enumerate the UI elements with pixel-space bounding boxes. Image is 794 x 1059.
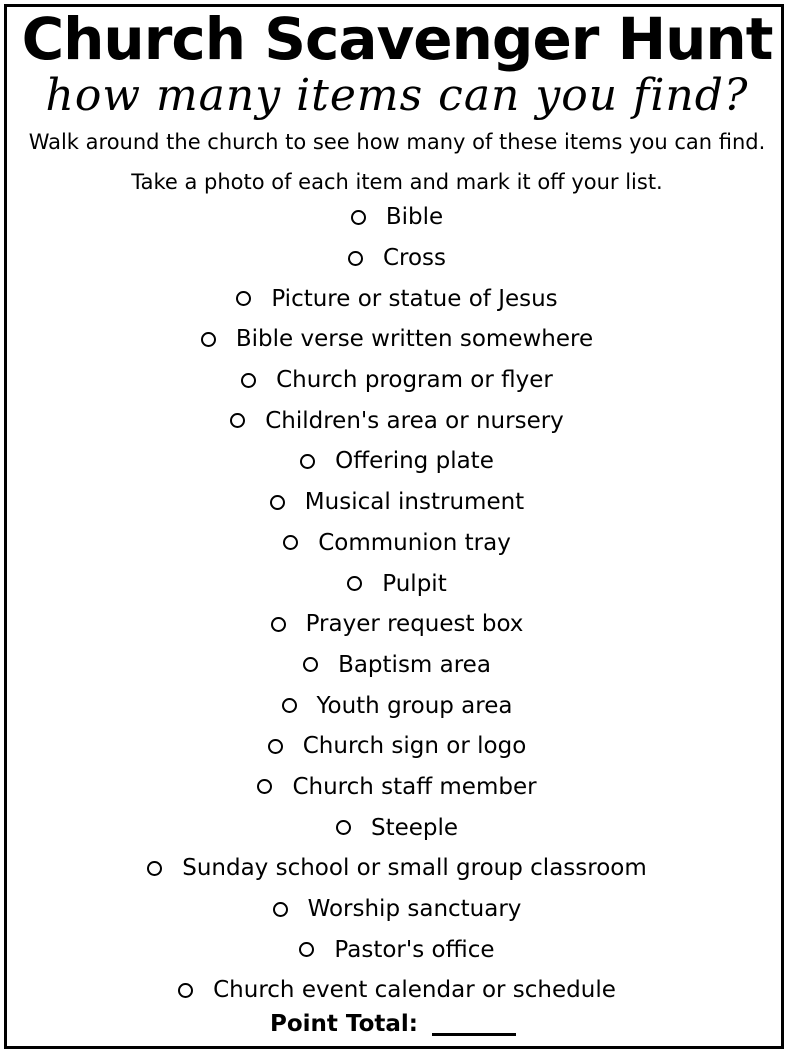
point-total	[0, 1008, 794, 1040]
checklist-item	[0, 278, 794, 319]
checklist-item-label: Bible verse written somewhere	[235, 326, 594, 353]
checklist-item-label: Picture or statue of Jesus	[271, 285, 558, 312]
checkbox-circle-icon	[236, 291, 251, 306]
checklist-item-label: Church sign or logo	[302, 733, 527, 760]
checkbox-circle-icon	[268, 739, 283, 754]
checkbox-circle-icon	[282, 698, 297, 713]
checklist-item-label: Church event calendar or schedule	[213, 977, 616, 1004]
checkbox-circle-icon	[347, 576, 362, 591]
checklist-item	[0, 726, 794, 767]
checklist-item-label: Offering plate	[335, 448, 494, 475]
checklist-item-label: Communion tray	[318, 529, 511, 556]
checkbox-circle-icon	[271, 617, 286, 632]
checkbox-circle-icon	[351, 210, 366, 225]
checklist-item	[0, 319, 794, 360]
checklist-item-label: Bible	[385, 204, 444, 231]
page-title: Church Scavenger Hunt	[21, 5, 773, 73]
checklist-item	[0, 970, 794, 1011]
checklist-item	[0, 807, 794, 848]
checkbox-circle-icon	[178, 983, 193, 998]
checkbox-circle-icon	[273, 902, 288, 917]
checklist-item-label: Church program or flyer	[276, 367, 553, 394]
checkbox-circle-icon	[147, 861, 162, 876]
point-total-label: Point Total:	[270, 1011, 418, 1037]
checklist-item-label: Youth group area	[316, 692, 513, 719]
checklist-item-label: Children's area or nursery	[265, 407, 564, 434]
checkbox-circle-icon	[270, 495, 285, 510]
checkbox-circle-icon	[299, 942, 314, 957]
checkbox-circle-icon	[336, 820, 351, 835]
checklist-item	[0, 482, 794, 523]
checklist-item	[0, 767, 794, 808]
checkbox-circle-icon	[303, 657, 318, 672]
checklist-item-label: Steeple	[370, 814, 459, 841]
scavenger-checklist	[0, 197, 794, 1011]
checklist-item-label: Pulpit	[382, 570, 447, 597]
checkbox-circle-icon	[241, 373, 256, 388]
checkbox-circle-icon	[300, 454, 315, 469]
checklist-item	[0, 604, 794, 645]
checklist-item	[0, 889, 794, 930]
checklist-item	[0, 929, 794, 970]
checkbox-circle-icon	[283, 535, 298, 550]
checkbox-circle-icon	[257, 779, 272, 794]
point-total-blank-line	[432, 1033, 516, 1036]
checklist-item-label: Prayer request box	[305, 611, 524, 638]
checklist-item	[0, 645, 794, 686]
checklist-item	[0, 523, 794, 564]
checklist-item-label: Musical instrument	[304, 489, 525, 516]
checklist-item-label: Church staff member	[292, 773, 537, 800]
checklist-item	[0, 197, 794, 238]
checkbox-circle-icon	[348, 251, 363, 266]
checklist-item-label: Pastor's office	[334, 936, 495, 963]
checklist-item	[0, 848, 794, 889]
instruction-line-1: Walk around the church to see how many of these items you can find.	[28, 130, 766, 154]
checklist-item-label: Worship sanctuary	[307, 896, 522, 923]
checklist-item-label: Cross	[382, 245, 447, 272]
checklist-item	[0, 441, 794, 482]
page-subtitle: how many items can you find?	[45, 70, 749, 121]
checklist-item	[0, 400, 794, 441]
instruction-line-2: Take a photo of each item and mark it off your list.	[131, 170, 663, 194]
checklist-item	[0, 685, 794, 726]
checkbox-circle-icon	[230, 413, 245, 428]
checklist-item	[0, 563, 794, 604]
checklist-item	[0, 360, 794, 401]
checklist-item	[0, 238, 794, 279]
checkbox-circle-icon	[201, 332, 216, 347]
checklist-item-label: Sunday school or small group classroom	[182, 855, 647, 882]
checklist-item-label: Baptism area	[338, 651, 491, 678]
